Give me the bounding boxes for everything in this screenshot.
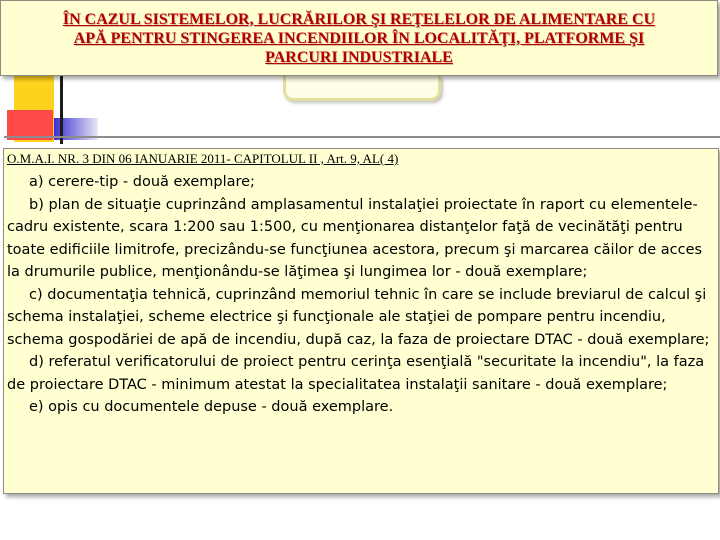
content-box bbox=[3, 148, 719, 494]
list-item-e: e) opis cu documentele depuse - două exemplare. bbox=[29, 399, 394, 415]
slide-title: ÎN CAZUL SISTEMELOR, LUCRĂRILOR ŞI REŢELELOR DE ALIMENTARE CU APĂ PENTRU STINGEREA INCENDIILOR ÎN LOCALITĂŢI, PLATFORME ŞI PARCURI INDUSTRIALE bbox=[62, 10, 656, 66]
decor-horizontal-line bbox=[4, 136, 720, 138]
list-item-c: c) documentaţia tehnică, cuprinzând memoriul tehnic în care se include breviarul de calcul şi schema instalaţiei, scheme electrice şi funcţionale ale staţiei de pompare pentru incendiu, schema gospodăriei de apă de incendiu, după caz, la faza de proiectare DTAC - două exemplare; bbox=[7, 286, 710, 348]
list-item-d: d) referatul verificatorului de proiect pentru cerinţa esenţială "securitate la incendiu", la faza de proiectare DTAC - minimum atestat la specialitatea instalaţii sanitare - două exemplare; bbox=[7, 354, 705, 393]
list-item-a: a) cerere-tip - două exemplare; bbox=[29, 174, 255, 190]
list-item-b: b) plan de situaţie cuprinzând amplasamentul instalaţiei proiectate în raport cu elementele-cadru existente, scara 1:200 sau 1:500, cu menţionarea distanţelor faţă de vecinătăţi pentru toate edificiile limitrofe, precizându-se funcţiunea acestora, precum şi marcarea căilor de acces la drumurile publice, menţionându-se lăţimea şi lungimea lor - două exemplare; bbox=[7, 196, 703, 280]
decor-pill-shape bbox=[283, 76, 441, 101]
decor-vertical-line bbox=[60, 72, 63, 144]
legal-reference-heading: O.M.A.I. NR. 3 DIN 06 IANUARIE 2011- CAPITOLUL II , Art. 9, AL( 4) bbox=[7, 151, 399, 166]
title-box bbox=[0, 0, 718, 76]
